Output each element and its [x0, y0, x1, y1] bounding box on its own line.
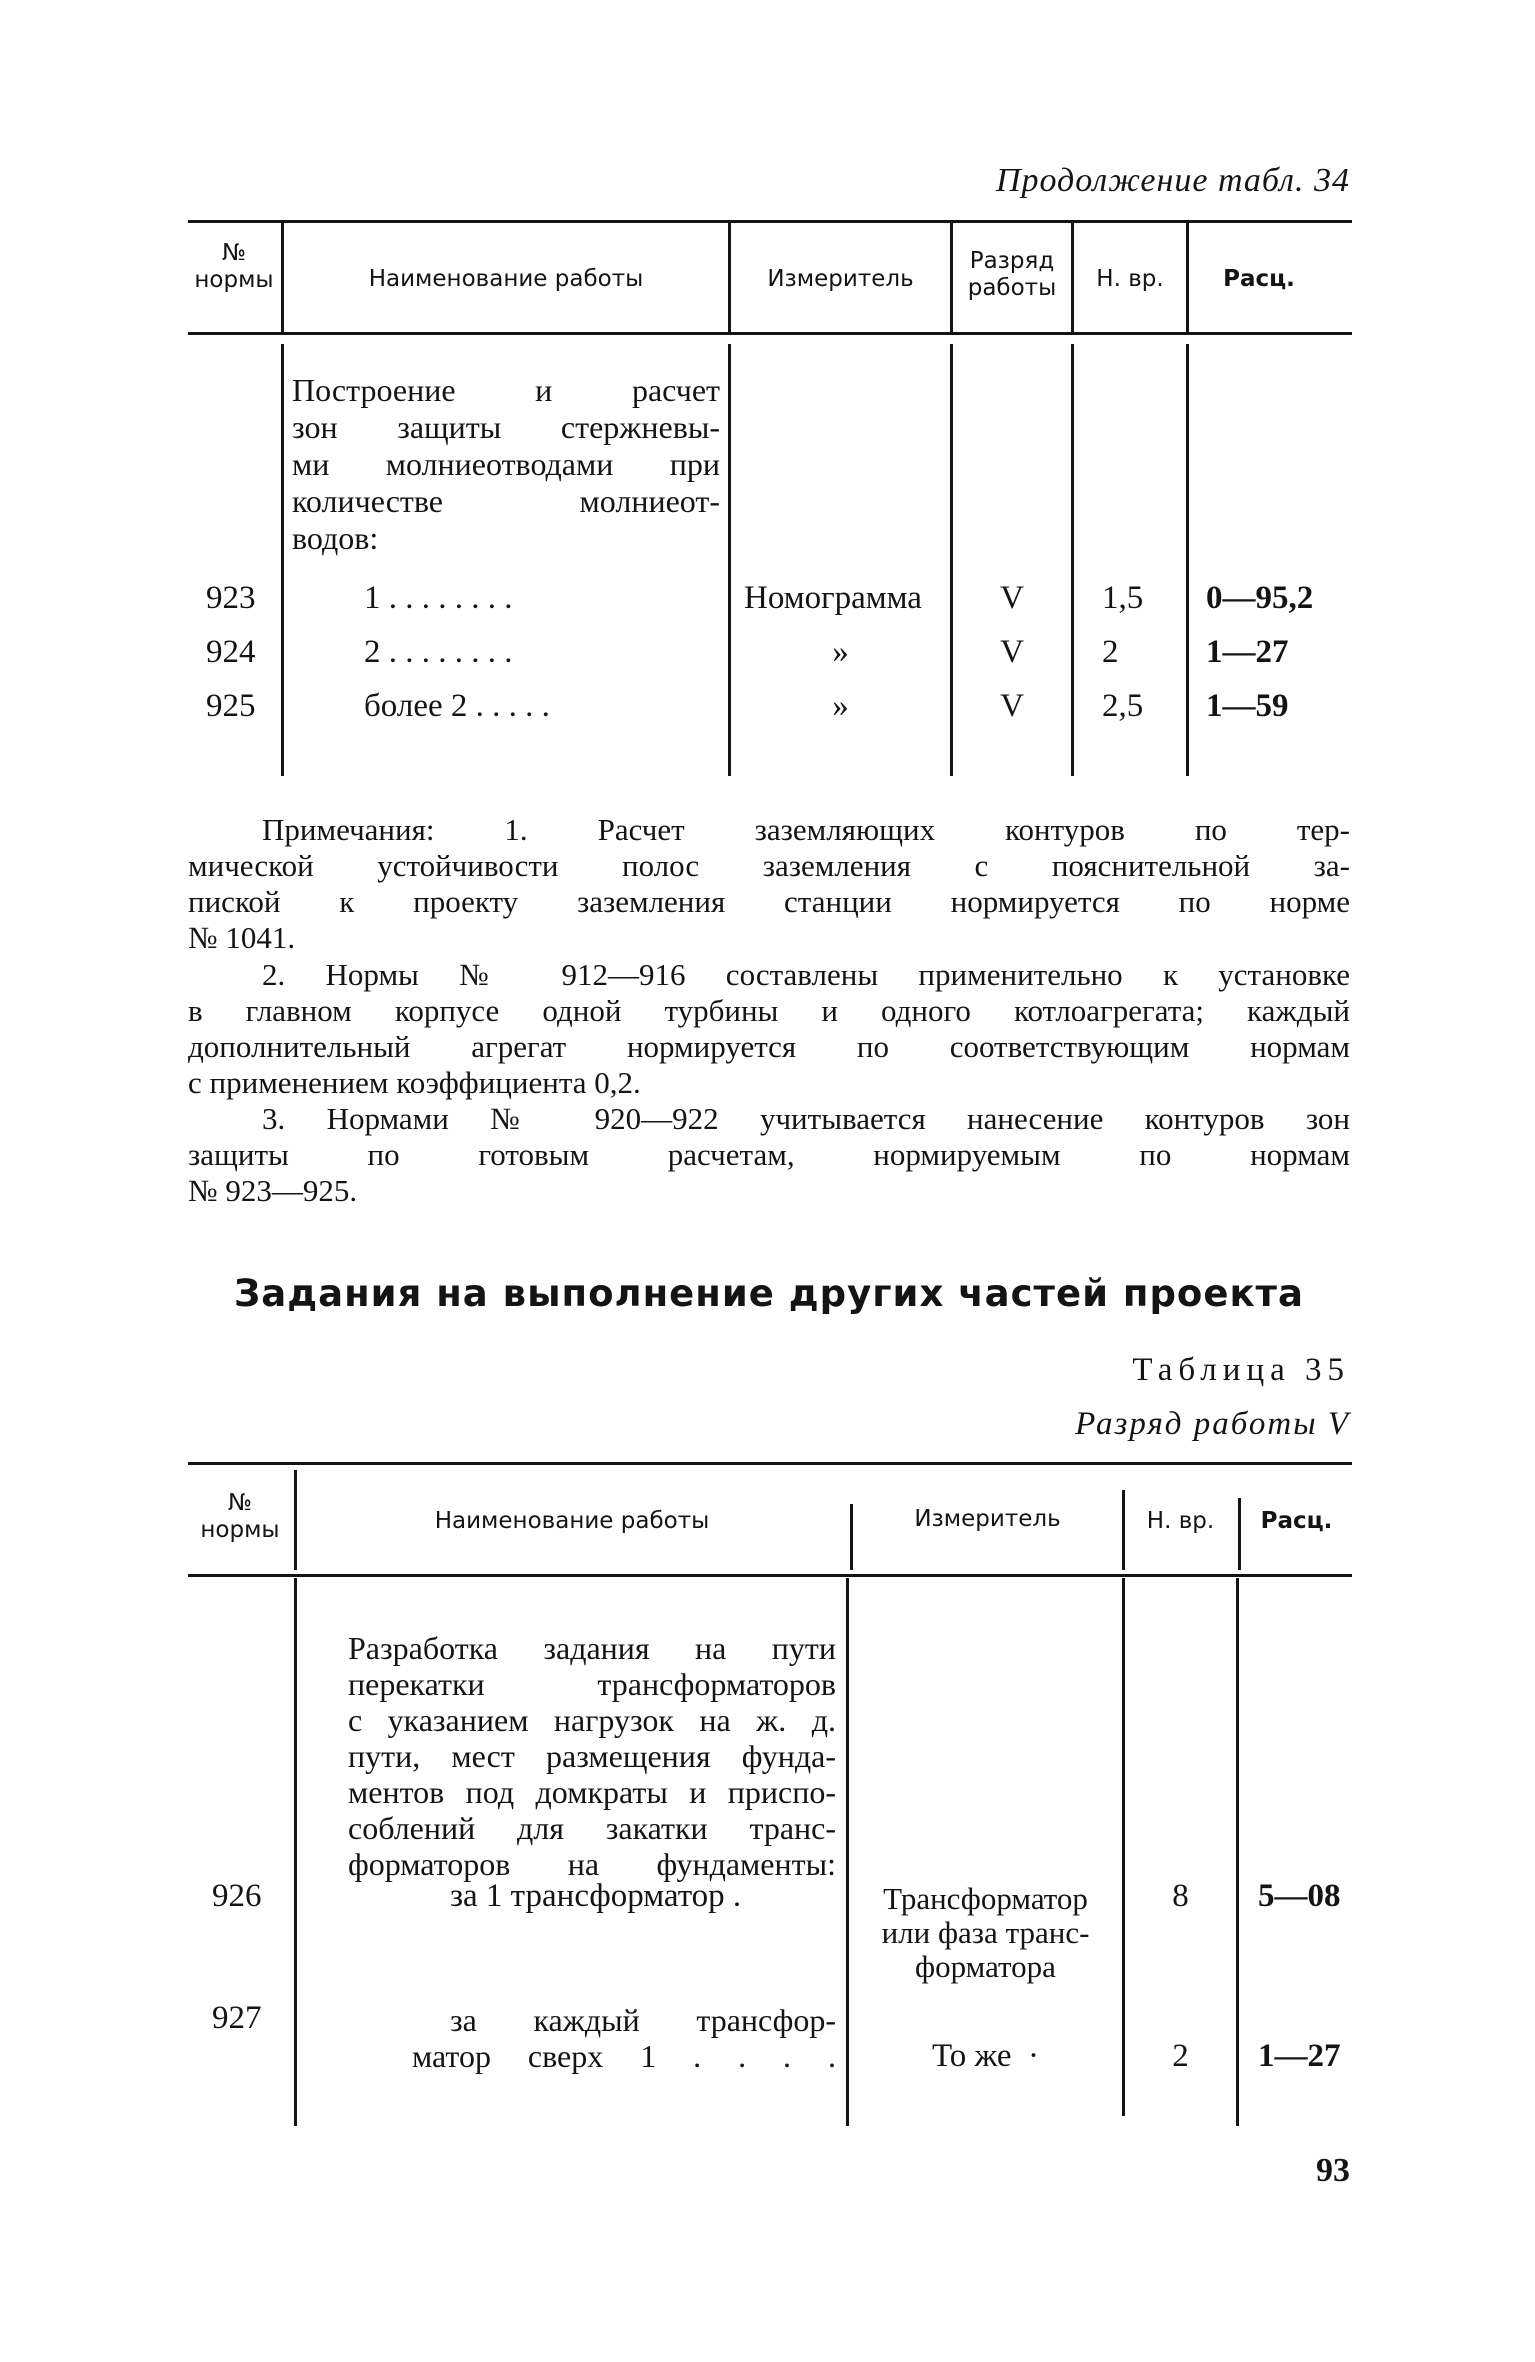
note-2-line: дополнительный агрегат нормируется по соответствующим нормам	[188, 1029, 1350, 1064]
table34-header-meter: Измеритель	[767, 266, 914, 292]
table34-header-rule	[188, 332, 1352, 335]
row-num: 924	[206, 634, 256, 670]
row-meter-line: Трансформатор	[883, 1881, 1088, 1916]
table35-intro-line: соблений для закатки транс-	[348, 1810, 836, 1846]
table35-grade-caption: Разряд работы V	[1075, 1406, 1350, 1442]
row-grade: V	[1000, 634, 1024, 670]
row-name: за 1 трансформатор .	[450, 1878, 742, 1914]
table34-intro-line: количестве молниеот-	[292, 483, 720, 519]
table35-header-name: Наименование работы	[434, 1508, 710, 1534]
table35-intro-line: форматоров на фундаменты:	[348, 1846, 836, 1882]
row-name-line: матор сверх 1 . . . .	[412, 2038, 836, 2074]
table34-col-sep	[1071, 344, 1074, 776]
row-time: 8	[1172, 1878, 1189, 1914]
row-time: 2	[1172, 2038, 1189, 2074]
table35-intro-line: пути, мест размещения фунда-	[348, 1738, 836, 1774]
row-grade: V	[1000, 580, 1024, 616]
table34-header-name: Наименование работы	[368, 266, 644, 292]
table35-col-sep	[294, 1578, 297, 2126]
table34-header-rate: Расц.	[1223, 266, 1295, 292]
note-3-line: № 923—925.	[188, 1173, 358, 1208]
row-name: 1 . . . . . . . .	[364, 580, 513, 616]
table34-header-grade: Разряд работы	[967, 248, 1057, 301]
table35-col-sep	[1122, 1578, 1125, 2116]
row-meter-line: или фаза транс-	[881, 1915, 1090, 1950]
row-name: более 2 . . . . .	[364, 688, 550, 724]
note-1-line: мической устойчивости полос заземления с пояснительной за-	[188, 848, 1350, 883]
note-2-line: 2. Нормы № 912—916 составлены применительно к установке	[262, 957, 1350, 992]
table34-intro-line: ми молниеотводами при	[292, 446, 720, 482]
row-time: 2,5	[1102, 688, 1144, 724]
row-grade: V	[1000, 688, 1024, 724]
row-rate: 1—59	[1206, 688, 1289, 724]
row-rate: 0—95,2	[1206, 580, 1314, 616]
section-title: Задания на выполнение других частей проекта	[234, 1272, 1304, 1315]
table35-intro-line: Разработка задания на пути	[348, 1630, 836, 1666]
table34-col-sep	[1186, 344, 1189, 776]
row-meter: То же ·	[932, 2038, 1039, 2074]
continuation-caption: Продолжение табл. 34	[995, 162, 1350, 199]
table34-intro-line: зон защиты стержневы-	[292, 409, 720, 445]
row-meter: Номограмма	[744, 580, 922, 616]
table34-intro-line: Построение и расчет	[292, 372, 720, 408]
row-meter: »	[832, 634, 849, 670]
table35-header-meter: Измеритель	[914, 1506, 1061, 1532]
row-num: 927	[212, 2000, 262, 2036]
note-3-line: защиты по готовым расчетам, нормируемым по нормам	[188, 1137, 1350, 1172]
table34-intro-line: водов:	[292, 520, 379, 556]
note-1-line: пиской к проекту заземления станции нормируется по норме	[188, 884, 1350, 919]
table34-header-time: Н. вр.	[1096, 266, 1164, 292]
note-2-line: в главном корпусе одной турбины и одного котлоагрегата; каждый	[188, 993, 1350, 1028]
page-number: 93	[1316, 2152, 1350, 2189]
table34-header-num: № нормы	[194, 240, 274, 293]
row-num: 923	[206, 580, 256, 616]
table35-header-time: Н. вр.	[1146, 1508, 1215, 1534]
table35-intro-line: перекатки трансформаторов	[348, 1666, 836, 1702]
row-time: 1,5	[1102, 580, 1144, 616]
row-rate: 1—27	[1258, 2038, 1341, 2074]
row-num: 925	[206, 688, 256, 724]
table35-intro-line: ментов под домкраты и приспо-	[348, 1774, 836, 1810]
row-meter-line: форматора	[915, 1949, 1056, 1984]
row-name: 2 . . . . . . . .	[364, 634, 513, 670]
row-num: 926	[212, 1878, 262, 1914]
note-3-line: 3. Нормами № 920—922 учитывается нанесение контуров зон	[262, 1101, 1350, 1136]
note-1-line: № 1041.	[188, 920, 296, 955]
note-2-line: с применением коэффициента 0,2.	[188, 1065, 641, 1100]
row-meter: »	[832, 688, 849, 724]
row-time: 2	[1102, 634, 1119, 670]
row-rate: 1—27	[1206, 634, 1289, 670]
table35-intro-line: с указанием нагрузок на ж. д.	[348, 1702, 836, 1738]
note-1-line: Примечания: 1. Расчет заземляющих контуров по тер-	[262, 812, 1350, 847]
table35-header-num: № нормы	[200, 1490, 280, 1543]
table35-col-sep	[1236, 1578, 1239, 2126]
table34-top-rule	[188, 220, 1352, 223]
row-name-line: за каждый трансфор-	[450, 2002, 836, 2038]
table35-top-rule	[188, 1462, 1352, 1465]
table35-label: Таблица 35	[1132, 1352, 1350, 1388]
table34-col-sep	[281, 344, 284, 776]
table35-header-rule	[188, 1574, 1352, 1577]
row-rate: 5—08	[1258, 1878, 1341, 1914]
table35-header-rate: Расц.	[1260, 1508, 1333, 1534]
